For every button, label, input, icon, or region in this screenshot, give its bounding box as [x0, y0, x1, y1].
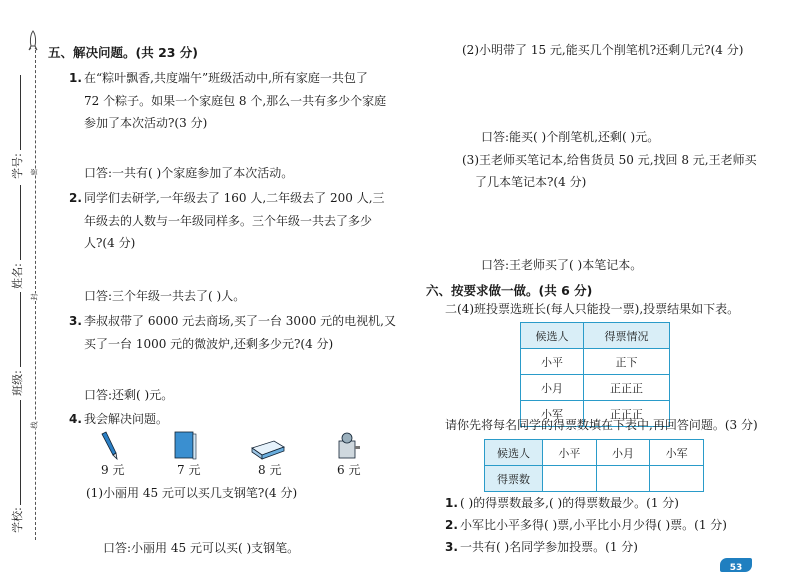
count-input-xiaoping[interactable]	[543, 466, 597, 492]
count-input-xiaoyue[interactable]	[596, 466, 650, 492]
s6-q3[interactable]: 一共有( )名同学参加投票。(1 分)	[460, 540, 638, 554]
rocket-icon	[27, 30, 39, 56]
name-line	[20, 185, 21, 260]
count-row-label: 得票数	[485, 466, 543, 492]
section-6-instruction: 请你先将每名同学的得票数填在下表中,再回答问题。(3 分)	[445, 418, 758, 432]
school-label: 学校:	[10, 507, 24, 533]
q4-sub3-line2: 了几本笔记本?(4 分)	[475, 175, 587, 189]
tally-table	[520, 322, 670, 427]
notebook-icon	[172, 430, 198, 466]
count-header-xiaoping: 小平	[543, 440, 597, 466]
vote-count-table	[484, 439, 704, 492]
q4-sub1-answer[interactable]: 口答:小丽用 45 元可以买( )支钢笔。	[103, 541, 300, 555]
line-mark: 线	[30, 421, 39, 429]
q3-text-line1: 李叔叔带了 6000 元去商场,买了一台 3000 元的电视机,又	[84, 314, 396, 328]
s6-q3-number: 3.	[445, 540, 458, 554]
q1-text-line2: 72 个粽子。如果一个家庭包 8 个,那么一共有多少个家庭	[84, 94, 387, 108]
student-id-label: 学号:	[10, 153, 24, 179]
table-row	[485, 466, 704, 492]
table-row	[485, 440, 704, 466]
section-6-title: 六、按要求做一做。(共 6 分)	[426, 283, 593, 298]
class-label: 班级:	[10, 370, 24, 396]
q3-number: 3.	[69, 314, 82, 328]
table-row	[521, 349, 670, 375]
tally-candidate: 小军	[521, 401, 584, 427]
item-price-notebook: 7 元	[177, 463, 201, 477]
q4-number: 4.	[69, 412, 82, 426]
q2-answer[interactable]: 口答:三个年级一共去了( )人。	[84, 289, 246, 303]
s6-q2-number: 2.	[445, 518, 458, 532]
tally-candidate: 小月	[521, 375, 584, 401]
q3-answer[interactable]: 口答:还剩( )元。	[84, 388, 174, 402]
q2-text-line3: 人?(4 分)	[84, 236, 136, 250]
q4-sub3-answer[interactable]: 口答:王老师买了( )本笔记本。	[481, 258, 643, 272]
q4-sub2-answer[interactable]: 口答:能买( )个削笔机,还剩( )元。	[481, 130, 660, 144]
s6-q2[interactable]: 小军比小平多得( )票,小平比小月少得( )票。(1 分)	[460, 518, 727, 532]
q1-answer[interactable]: 口答:一共有( )个家庭参加了本次活动。	[84, 166, 294, 180]
student-id-line	[20, 75, 21, 150]
bind-mark: 封	[30, 293, 39, 301]
section-5-title: 五、解决问题。(共 23 分)	[48, 45, 199, 60]
item-price-pencil-case: 8 元	[258, 463, 282, 477]
q4-sub3-line1: (3)王老师买笔记本,给售货员 50 元,找回 8 元,王老师买	[462, 153, 757, 167]
q1-number: 1.	[69, 71, 82, 85]
pencil-case-icon	[250, 438, 286, 464]
tally-marks: 正下	[584, 349, 670, 375]
q2-text-line1: 同学们去研学,一年级去了 160 人,二年级去了 200 人,三	[84, 191, 385, 205]
pencil-sharpener-icon	[335, 431, 361, 465]
tally-header-votes: 得票情况	[584, 323, 670, 349]
section-6-intro: 二(4)班投票选班长(每人只能投一票),投票结果如下表。	[445, 302, 740, 316]
tally-marks: 正正正	[584, 375, 670, 401]
s6-q1-number: 1.	[445, 496, 458, 510]
tally-marks: 正正正	[584, 401, 670, 427]
count-input-xiaojun[interactable]	[650, 466, 704, 492]
class-line	[20, 292, 21, 367]
count-header-xiaoyue: 小月	[596, 440, 650, 466]
q4-sub1: (1)小丽用 45 元可以买几支钢笔?(4 分)	[86, 486, 298, 500]
q1-text-line3: 参加了本次活动?(3 分)	[84, 116, 208, 130]
item-price-pen: 9 元	[101, 463, 125, 477]
item-price-sharpener: 6 元	[337, 463, 361, 477]
table-row	[521, 375, 670, 401]
page-number-badge	[720, 558, 752, 572]
fountain-pen-icon	[98, 431, 120, 465]
q4-sub2: (2)小明带了 15 元,能买几个削笔机?还剩几元?(4 分)	[462, 43, 744, 57]
count-header-xiaojun: 小军	[650, 440, 704, 466]
q1-text-line1: 在“粽叶飘香,共度端午”班级活动中,所有家庭一共包了	[84, 71, 368, 85]
seal-mark: 密	[30, 168, 39, 176]
q4-title: 我会解决问题。	[84, 412, 169, 426]
page-number: 53	[729, 563, 743, 573]
tally-table-header	[521, 323, 670, 349]
count-header-candidate: 候选人	[485, 440, 543, 466]
name-label: 姓名:	[10, 263, 24, 289]
s6-q1[interactable]: ( )的得票数最多,( )的得票数最少。(1 分)	[460, 496, 679, 510]
tally-header-candidate: 候选人	[521, 323, 584, 349]
tally-candidate: 小平	[521, 349, 584, 375]
q2-number: 2.	[69, 191, 82, 205]
school-line	[20, 400, 21, 505]
q2-text-line2: 年级去的人数与一年级同样多。三个年级一共去了多少	[84, 214, 373, 228]
q3-text-line2: 买了一台 1000 元的微波炉,还剩多少元?(4 分)	[84, 337, 334, 351]
